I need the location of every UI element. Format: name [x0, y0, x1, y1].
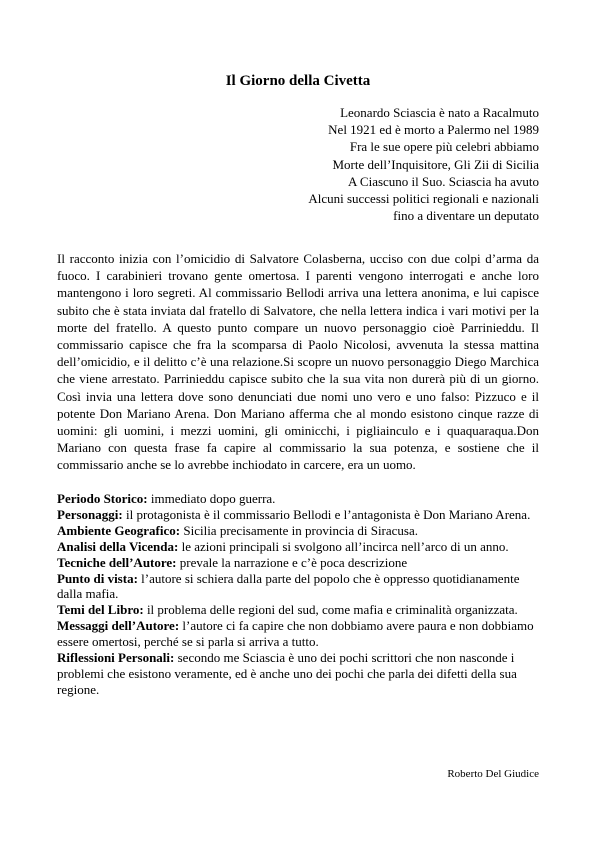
field-label: Periodo Storico:	[57, 491, 148, 506]
field-riflessioni-personali	[57, 650, 539, 698]
field-temi-libro	[57, 602, 539, 618]
field-value: l’autore si schiera dalla parte del popolo che è oppresso quotidianamente dalla mafia.	[57, 570, 520, 602]
epigraph-line: A Ciascuno il Suo. Sciascia ha avuto	[347, 173, 539, 189]
field-value: prevale la narrazione e c’è poca descrizione	[176, 554, 408, 570]
field-ambiente-geografico	[57, 523, 539, 539]
field-label: Riflessioni Personali:	[57, 650, 175, 666]
epigraph-line: Fra le sue opere più celebri abbiamo	[349, 139, 539, 155]
field-punto-di-vista	[57, 571, 539, 603]
field-label: Personaggi:	[57, 506, 123, 522]
author-epigraph	[239, 104, 539, 224]
analysis-fields	[57, 491, 539, 698]
author-signature: Roberto Del Giudice	[447, 768, 539, 780]
field-value: immediato dopo guerra.	[147, 491, 276, 506]
epigraph-line: Morte dell’Inquisitore, Gli Zii di Sicilia	[332, 156, 539, 172]
field-value: le azioni principali si svolgono all’incirca nell’arco di un anno.	[178, 538, 509, 554]
field-analisi-vicenda	[57, 539, 539, 555]
epigraph-line: Leonardo Sciascia è nato a Racalmuto	[340, 105, 539, 120]
field-label: Analisi della Vicenda:	[57, 538, 179, 554]
epigraph-line: Nel 1921 ed è morto a Palermo nel 1989	[328, 122, 539, 138]
field-value: Sicilia precisamente in provincia di Siracusa.	[180, 522, 419, 538]
epigraph-line: fino a diventare un deputato	[393, 208, 539, 224]
plot-summary: Il racconto inizia con l’omicidio di Salvatore Colasberna, ucciso con due colpi d’arma da fuoco. I carabinieri trovano gente omertosa. I parenti vengono interrogati e anche loro mantengono i loro segreti. Al commissario Bellodi arriva una lettera anonima, e lui capisce subito che è stata inviata dal fratello di Salvatore, che nella lettera indica i vari motivi per la morte del fratello. A questo punto compare un nuovo personaggio cioè Parrinieddu. Il commissario capisce che fra la scomparsa di Paolo Nicolosi, avvenuta la stessa mattina dell’omicidio, e il delitto c’è una relazione.Si scopre un nuovo personaggio Diego Marchica che viene arrestato. Parrinieddu capisce subito che la sua vita non durerà più di un giorno. Così invia una lettera dove sono denunciati due nomi uno vero e uno falso: Pizzuco e il potente Don Mariano Arena. Don Mariano afferma che al mondo esistono cinque razze di uomini: gli uomini, i mezzi uomini, gli ominicchi, i pigliainculo e i quaquaraqua.Don Mariano con questa frase fa capire al commissario la sua potenza, e sostiene che il commissario anche se lo avrebbe inchiodato in carcere, era un uomo.	[57, 251, 539, 473]
field-value: il problema delle regioni del sud, come mafia e criminalità organizzata.	[143, 602, 518, 618]
field-personaggi	[57, 507, 539, 523]
document-title: Il Giorno della Civetta	[225, 73, 371, 89]
field-label: Messaggi dell’Autore:	[57, 618, 180, 634]
field-value: il protagonista è il commissario Bellodi e l’antagonista è Don Mariano Arena.	[122, 506, 531, 522]
field-label: Punto di vista:	[57, 570, 138, 586]
epigraph-line: Alcuni successi politici regionali e nazionali	[308, 191, 539, 207]
field-value: l’autore ci fa capire che non dobbiamo avere paura e non dobbiamo essere omertosi, perché se si parla si arriva a tutto.	[57, 618, 534, 650]
field-value: secondo me Sciascia è uno dei pochi scrittori che non nasconde i problemi che esistono veramente, ed è anche uno dei pochi che parla dei difetti della sua regione.	[57, 650, 517, 697]
field-tecniche-autore	[57, 555, 539, 571]
field-periodo-storico	[57, 491, 539, 507]
field-messaggi-autore	[57, 618, 539, 650]
field-label: Ambiente Geografico:	[57, 522, 181, 538]
field-label: Temi del Libro:	[57, 602, 144, 618]
field-label: Tecniche dell’Autore:	[57, 554, 177, 570]
